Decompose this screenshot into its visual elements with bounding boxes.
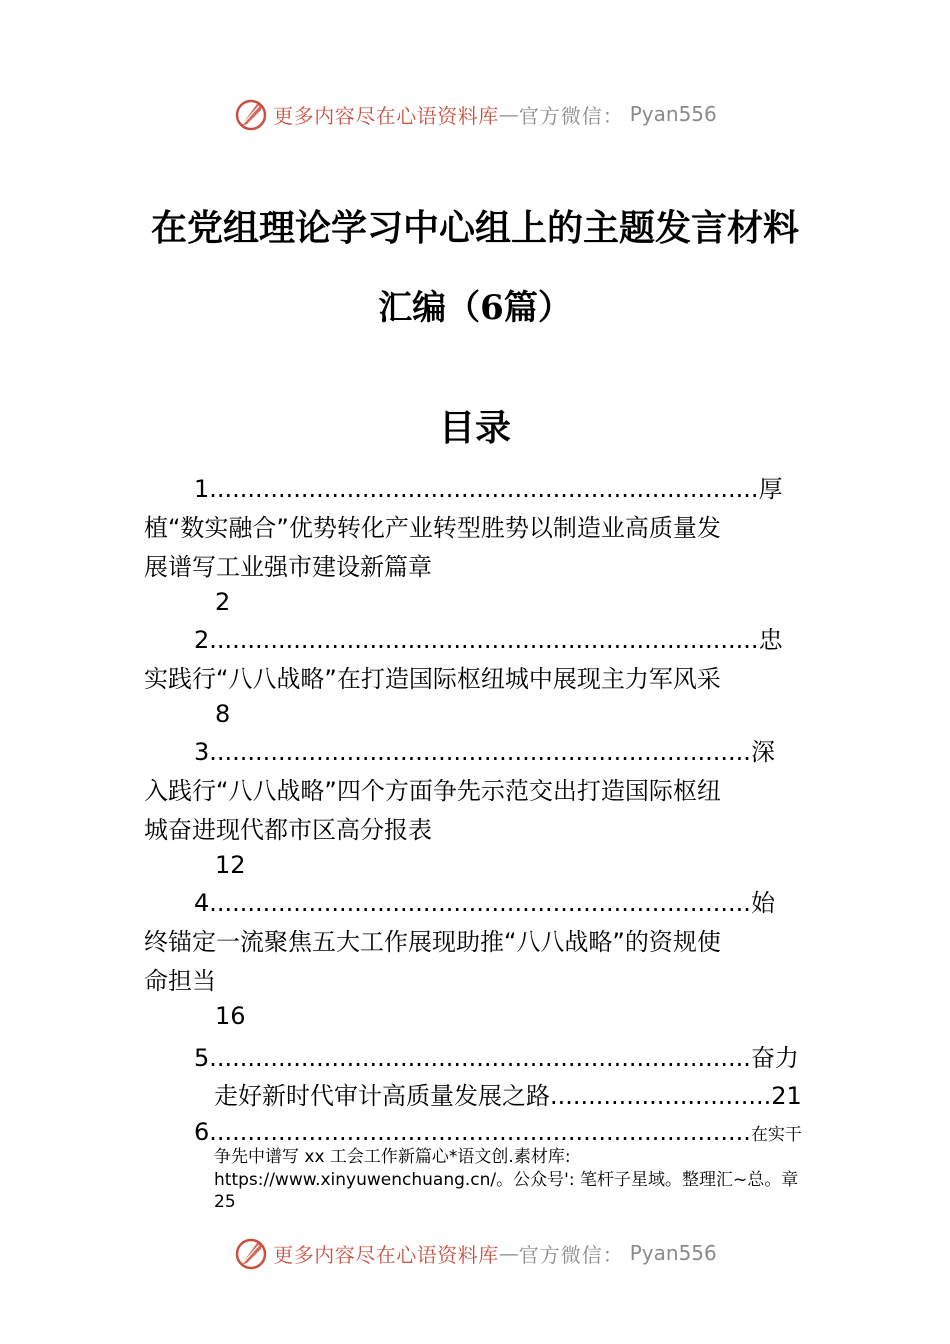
toc-entry-2-line2[interactable]: 实践行“八八战略”在打造国际枢纽城中展现主力军风采 bbox=[144, 665, 721, 693]
toc-entry-text: 奋力 bbox=[750, 1044, 799, 1072]
toc-entry-4-line3[interactable]: 命担当 bbox=[144, 967, 216, 995]
toc-entry-3-line2[interactable]: 入践行“八八战略”四个方面争先示范交出打造国际枢纽 bbox=[144, 777, 721, 805]
toc-entry-page: 21 bbox=[771, 1082, 802, 1110]
toc-entry-2-head[interactable] bbox=[194, 625, 783, 655]
toc-entry-text: 始 bbox=[750, 889, 775, 917]
footer-watermark bbox=[0, 1233, 950, 1273]
toc-entry-4-page[interactable]: 16 bbox=[215, 1002, 246, 1030]
quill-logo-icon bbox=[233, 1235, 269, 1271]
document-subtitle: 汇编（6篇） bbox=[378, 288, 572, 328]
toc-heading: 目录 bbox=[438, 407, 511, 449]
toc-entry-text: 走好新时代审计高质量发展之路 bbox=[214, 1082, 550, 1110]
toc-entry-5-head[interactable] bbox=[194, 1043, 799, 1073]
document-title: 在党组理论学习中心组上的主题发言材料 bbox=[150, 207, 799, 249]
header-watermark bbox=[0, 94, 950, 134]
toc-entry-2-page[interactable]: 8 bbox=[215, 700, 231, 728]
toc-entry-6-head[interactable] bbox=[194, 1117, 802, 1147]
wechat-label: 官方微信： bbox=[518, 1242, 624, 1267]
toc-entry-text: 忠 bbox=[758, 626, 783, 654]
toc-entry-number: 2 bbox=[194, 626, 210, 654]
toc-entry-number: 4 bbox=[194, 889, 210, 917]
wechat-id: Pyan556 bbox=[629, 102, 717, 126]
library-name: 更多内容尽在心语资料库 bbox=[273, 103, 499, 128]
toc-entry-number: 5 bbox=[194, 1044, 210, 1072]
toc-leader-dots: ............................. bbox=[550, 1082, 772, 1110]
toc-entry-number: 6 bbox=[194, 1118, 210, 1146]
toc-entry-text: 厚 bbox=[758, 475, 783, 503]
toc-entry-6-line3[interactable]: https://www.xinyuwenchuang.cn/。公众号': 笔杆子星域。整理汇~总。章 bbox=[214, 1170, 799, 1190]
toc-entry-6-page[interactable]: 25 bbox=[214, 1192, 236, 1212]
toc-entry-text: 深 bbox=[750, 738, 775, 766]
toc-leader-dots: ........................................................................ bbox=[209, 475, 759, 503]
toc-entry-number: 1 bbox=[194, 475, 210, 503]
toc-entry-1-line3[interactable]: 展谱写工业强市建设新篇章 bbox=[144, 553, 432, 581]
toc-leader-dots: ....................................................................... bbox=[209, 1118, 751, 1146]
toc-entry-3-page[interactable]: 12 bbox=[215, 851, 246, 879]
toc-entry-4-line2[interactable]: 终锚定一流聚焦五大工作展现助推“八八战略”的资规使 bbox=[144, 928, 721, 956]
toc-leader-dots: ....................................................................... bbox=[209, 1044, 751, 1072]
banner-dash: — bbox=[498, 102, 519, 126]
toc-entry-1-page[interactable]: 2 bbox=[215, 588, 231, 616]
toc-entry-5-line2[interactable] bbox=[214, 1081, 802, 1111]
toc-entry-3-line3[interactable]: 城奋进现代都市区高分报表 bbox=[144, 816, 432, 844]
toc-entry-number: 3 bbox=[194, 738, 210, 766]
toc-entry-6-line2[interactable]: 争先中谱写 xx 工会工作新篇心*语文创.素材库: bbox=[214, 1147, 571, 1167]
toc-entry-1-line2[interactable]: 植“数实融合”优势转化产业转型胜势以制造业高质量发 bbox=[144, 514, 721, 542]
toc-leader-dots: ........................................................................ bbox=[209, 626, 759, 654]
toc-entry-text: 在实干 bbox=[750, 1125, 802, 1145]
toc-entry-4-head[interactable] bbox=[194, 888, 775, 918]
toc-entry-1-head[interactable] bbox=[194, 474, 783, 504]
toc-entry-3-head[interactable] bbox=[194, 737, 775, 767]
banner-dash: — bbox=[498, 1241, 519, 1265]
toc-leader-dots: ....................................................................... bbox=[209, 889, 751, 917]
wechat-label: 官方微信： bbox=[518, 103, 624, 128]
toc-leader-dots: ....................................................................... bbox=[209, 738, 751, 766]
quill-logo-icon bbox=[233, 96, 269, 132]
library-name: 更多内容尽在心语资料库 bbox=[273, 1242, 499, 1267]
wechat-id: Pyan556 bbox=[629, 1241, 717, 1265]
